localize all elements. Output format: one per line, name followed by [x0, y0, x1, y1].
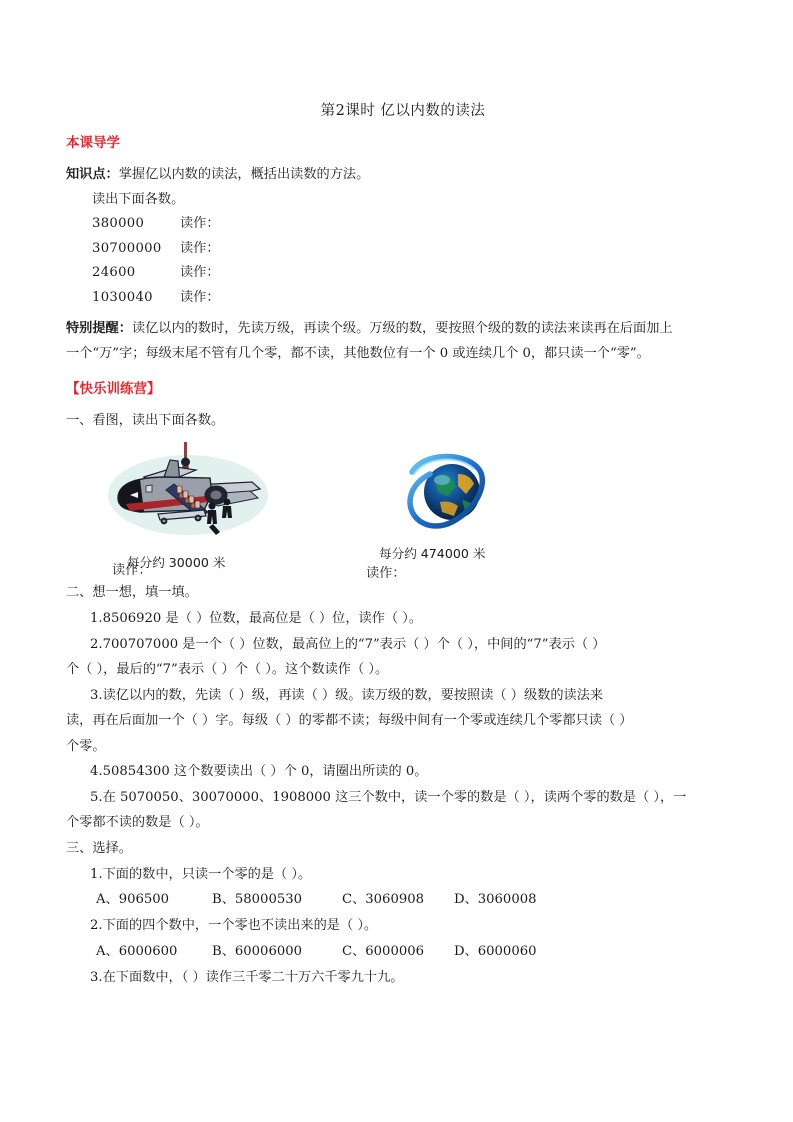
option-b[interactable]: B、60006000 — [212, 943, 303, 959]
section-heading-training: 【快乐训练营】 — [66, 381, 161, 397]
plane-speed-caption: 每分约 30000 米 — [127, 555, 226, 570]
read-label[interactable]: 读作： — [180, 289, 220, 305]
section-1-title: 一、看图，读出下面各数。 — [66, 413, 225, 428]
figure-group — [66, 440, 740, 580]
globe-icon — [404, 448, 488, 540]
question-2-5-line1[interactable]: 5.在 5070050、30070000、1908000 这三个数中，读一个零的数是（ ），读两个零的数是（ ），一 — [90, 789, 687, 805]
option-c[interactable]: C、3060908 — [342, 892, 425, 907]
section-2-title: 二、想一想，填一填。 — [66, 585, 198, 600]
read-label[interactable]: 读作： — [180, 216, 220, 231]
tip-label: 特别提醒： — [66, 321, 132, 336]
question-2-3-line3[interactable]: 个零。 — [66, 738, 106, 754]
number-row — [66, 261, 740, 286]
number-value: 380000 — [92, 216, 145, 231]
knowledge-point-line — [66, 162, 740, 187]
number-row — [66, 286, 740, 311]
question-2-1[interactable]: 1.8506920 是（ ）位数，最高位是（ ）位，读作（ ）。 — [90, 611, 423, 626]
question-3-2-options — [66, 939, 740, 965]
question-2-2-line1[interactable]: 2.700707000 是一个（ ）位数，最高位上的“7”表示（ ）个（ ），中间的“7”表示（ ） — [90, 636, 606, 652]
read-label[interactable]: 读作： — [180, 240, 220, 256]
option-b[interactable]: B、58000530 — [212, 892, 303, 907]
tip-paragraph-line1 — [66, 316, 740, 341]
option-a[interactable]: A、906500 — [96, 892, 170, 907]
option-a[interactable]: A、6000600 — [96, 943, 178, 959]
knowledge-point-text: 掌握亿以内数的读法，概括出读数的方法。 — [118, 167, 370, 182]
section-3-title: 三、选择。 — [66, 840, 132, 856]
option-d[interactable]: D、3060008 — [454, 892, 537, 907]
question-2-2-line2[interactable]: 个（ ），最后的“7”表示（ ）个（ ）。这个数读作（ ）。 — [66, 662, 389, 677]
globe-speed-caption: 每分约 474000 米 — [379, 546, 486, 561]
section-heading-guide: 本课导学 — [66, 135, 120, 151]
document-content — [66, 100, 740, 990]
read-label[interactable]: 读作： — [180, 265, 220, 280]
option-d[interactable]: D、6000060 — [454, 943, 537, 959]
question-2-5-line2[interactable]: 个零都不读的数是（ ）。 — [66, 815, 209, 830]
tip-text-line1: 读亿以内的数时，先读万级，再读个级。万级的数，要按照个级的数的读法来读再在后面加上 — [131, 321, 673, 336]
plane-read-label[interactable]: 读作： — [112, 563, 152, 578]
number-row — [66, 237, 740, 262]
read-instruction: 读出下面各数。 — [92, 192, 185, 207]
question-2-3-line1[interactable]: 3.读亿以内的数，先读（ ）级，再读（ ）级。读万级的数，要按照读（ ）级数的读法来 — [90, 687, 604, 703]
number-value: 30700000 — [92, 240, 162, 256]
question-3-3[interactable]: 3.在下面数中，（ ）读作三千零二十万六千零九十九。 — [90, 969, 404, 985]
number-row — [66, 212, 740, 237]
page-title: 第2课时 亿以内数的读法 — [320, 103, 486, 119]
tip-paragraph-line2: 一个“万”字；每级末尾不管有几个零，都不读，其他数位有一个 0 或连续几个 0，都只读一个“零”。 — [66, 346, 650, 361]
number-value: 1030040 — [92, 289, 153, 305]
question-3-2[interactable]: 2.下面的四个数中，一个零也不读出来的是（ ）。 — [90, 918, 378, 933]
question-2-3-line2[interactable]: 读，再在后面加一个（ ）字。每级（ ）的零都不读；每级中间有一个零或连续几个零都只读（ ） — [66, 713, 633, 728]
airplane-icon — [100, 440, 286, 546]
question-3-1-options — [66, 887, 740, 913]
knowledge-point-label: 知识点： — [66, 167, 119, 182]
question-3-1[interactable]: 1.下面的数中，只读一个零的是（ ）。 — [90, 866, 312, 882]
question-2-4[interactable]: 4.50854300 这个数要读出（ ）个 0，请圈出所读的 0。 — [90, 764, 428, 779]
number-value: 24600 — [92, 265, 136, 280]
globe-read-label[interactable]: 读作： — [366, 566, 406, 581]
option-c[interactable]: C、6000006 — [342, 943, 425, 959]
